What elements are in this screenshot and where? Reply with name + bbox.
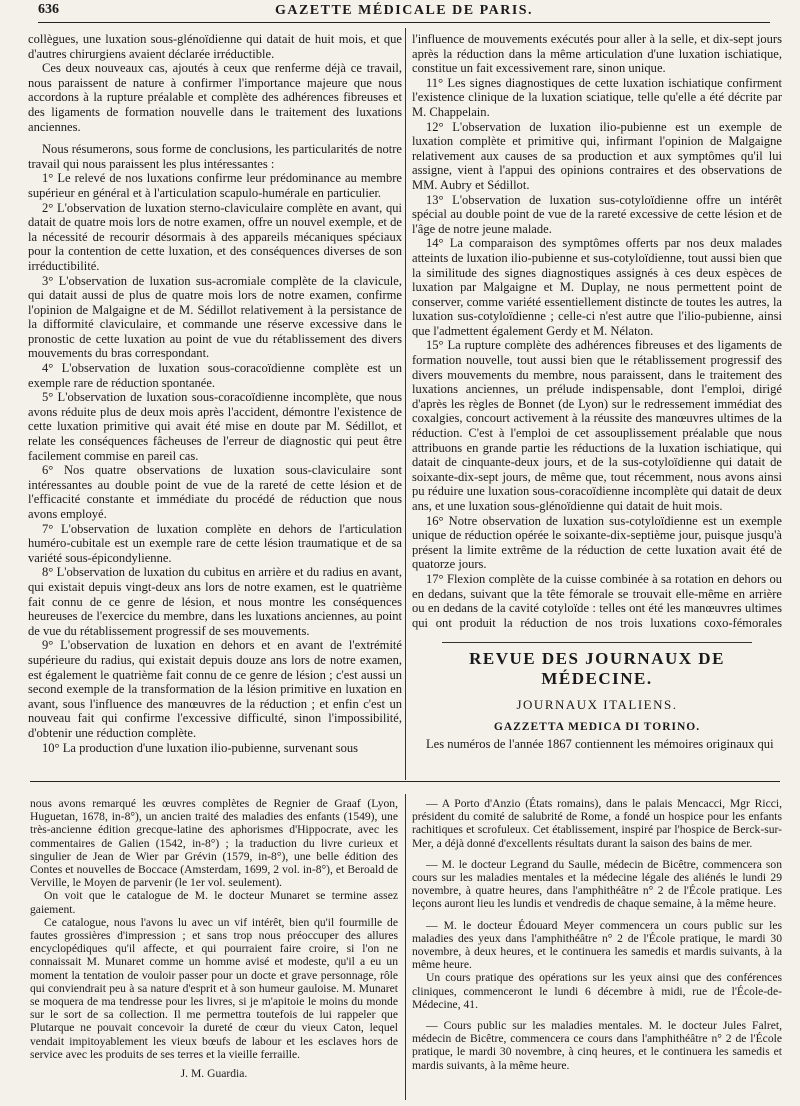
paragraph: Ces deux nouveaux cas, ajoutés à ceux que renferme déjà ce travail, nous paraissent de nature à confirmer l'importance majeure que nous accordons à la rupture préalable et complète des adhérences fibreuses et des ligaments de formation nouvelle dans le traitement des luxations anciennes. (28, 61, 402, 134)
paragraph: nous avons remarqué les œuvres complètes de Regnier de Graaf (Lyon, Huguetan, 1678, in-8°), un ancien traité des maladies des enfants (1549), une très-ancienne édition grecque-latine des aphorismes d'Hippocrate, avec les commentaires de Galien (1542, in-8°) ; la traduction du livre curieux et singulier de Jean de Wier par Grévin (1579, in-8°), une belle édition des Contes et nouvelles de Boccace (Amsterdam, 1699, 2 vol. in-8°), et Beroald de Verville, le Moyen de parvenir (le 1er vol. seulement). (30, 797, 398, 890)
news-item: — Cours public sur les maladies mentales. M. le docteur Jules Falret, médecin de Bicêtre, commencera ce cours dans l'amphithéâtre n° 2 de l'École pratique, le mardi 30 novembre, à cinq heures, et le continuera les samedis et mardis suivants, à la même heure. (412, 1019, 782, 1072)
signature: J. M. Guardia. (180, 1067, 248, 1081)
review-lead: Les numéros de l'année 1867 contiennent les mémoires originaux qui (426, 737, 774, 751)
conclusion-item: 7° L'observation de luxation complète en dehors de l'articulation huméro-cubitale est un exemple rare de cette lésion traumatique et de sa variété sous-épicondylienne. (28, 521, 402, 565)
conclusion-item: 15° La rupture complète des adhérences fibreuses et des ligaments de formation nouvelle, tout aussi bien que le rétablissement progressif des divers mouvements du membre, nous paraissent, dans le traitement des luxations anciennes, un prélude indispensable, dont l'emploi, dirigé d'après les règles de Bonnet (de Lyon) sur le redressement immédiat des coxalgies, concourt activement à la réussite des manœuvres ultimes de la réduction. C'est à l'emploi de cet assouplissement préalable que nous attribuons en grande partie les réductions de la luxation ischiatique, qui datait de cinquante-deux jours, et de la sus-cotyloïdienne qui datait de soixante-dix-sept jours, de même que, tout récemment, nous avons ainsi pu réduire une luxation sous-coracoïdienne incomplète qui datait de deux ans, et une luxation sous-glénoïdienne qui datait de huit mois. (412, 338, 782, 513)
page-number: 636 (38, 2, 59, 17)
conclusion-item: 3° L'observation de luxation sus-acromiale complète de la clavicule, qui datait aussi de plus de quatre mois lors de notre examen, confirme l'opinion de Malgaigne et de M. Sédillot relativement à la persistance de la difformité claviculaire, et commande une réserve excessive dans le pronostic de cette luxation au point de vue du rétablissement des divers mouvements du bras correspondant. (28, 273, 402, 361)
review-title: REVUE DES JOURNAUX DE MÉDECINE. (469, 649, 725, 688)
column-right-bottom (412, 797, 782, 1097)
conclusion-item: 5° L'observation de luxation sous-coracoïdienne incomplète, que nous avons réduite plus de deux mois après l'accident, démontre l'existence de cette luxation primitive qui avait été mise en doute par M. Sédillot, et relate les conséquences fâcheuses de l'erreur de diagnostic qui peut être facilement commise en pareil cas. (28, 390, 402, 463)
conclusion-item: 2° L'observation de luxation sterno-claviculaire complète en avant, qui datait de quatre mois lors de notre examen, offre un nouvel exemple, et de la nécessité de recourir désormais à des appareils mécaniques spéciaux pour la contention de cette luxation, et des conséquences diverses de son irréductibilité. (28, 200, 402, 273)
news-item: — M. le docteur Édouard Meyer commencera un cours public sur les maladies des yeux dans l'amphithéâtre n° 2 de l'École pratique, le mardi 30 novembre, à deux heures, et le continuera les samedis et mardis suivants, à la même heure. (412, 918, 782, 972)
paragraph: On voit que le catalogue de M. le docteur Munaret se termine assez gaiement. (30, 889, 398, 916)
news-item: — A Porto d'Anzio (États romains), dans le palais Mencacci, Mgr Ricci, président du comité de salubrité de Rome, a fondé un hospice pour les enfants rachitiques et scrofuleux. Cet établissement, inspiré par l'hospice de Berck-sur-Mer, a déjà donné d'excellents résultats durant la saison des bains de mer. (412, 797, 782, 850)
journal-name: GAZZETTA MEDICA DI TORINO. (493, 721, 701, 733)
column-left-bottom (30, 797, 398, 1097)
conclusion-item: 16° Notre observation de luxation sus-cotyloïdienne est un exemple unique de réduction opérée le soixante-dix-septième jour, puisque jusqu'à présent la limite extrême de la réduction de cette luxation avait été de quatorze jours. (412, 513, 782, 572)
paragraph: collègues, une luxation sous-glénoïdienne qui datait de huit mois, et que d'autres chirurgiens avaient déclarée irréductible. (28, 32, 402, 61)
review-section (412, 640, 782, 790)
conclusion-item: 13° L'observation de luxation sus-cotyloïdienne offre un intérêt spécial au double point de vue de la rareté excessive de cette lésion et de l'âge de notre jeune malade. (412, 192, 782, 236)
review-subtitle: JOURNAUX ITALIENS. (516, 697, 678, 712)
conclusion-item: 10° La production d'une luxation ilio-pubienne, survenant sous (42, 740, 359, 755)
conclusion-item: 1° Le relevé de nos luxations confirme leur prédominance au membre supérieur en général et à l'articulation scapulo-humérale en particulier. (28, 171, 402, 200)
column-divider-top (405, 28, 406, 780)
running-title: GAZETTE MÉDICALE DE PARIS. (274, 3, 534, 18)
section-divider (30, 781, 780, 782)
conclusion-item: 4° L'observation de luxation sous-coracoïdienne complète est un exemple rare de réduction spontanée. (28, 361, 402, 390)
conclusion-item: 17° Flexion complète de la cuisse combinée à sa rotation en dehors ou en dedans, suivant que la tête fémorale se trouvait elle-même en arrière ou en dedans de la cavité cotyloïde : telles ont été les manœuvres ultimes qui ont produit la réduction de nos trois luxations coxo-fémorales (412, 571, 782, 630)
conclusion-item: 9° L'observation de luxation en dehors et en avant de l'extrémité supérieure du radius, qui existait depuis douze ans lors de notre examen, est également le quatrième fait connu de ce genre de lésion ; c'est aussi un second exemple de la transformation de la lésion primitive en luxation en avant, sous l'influence des manœuvres de la réduction ; et enfin c'est un nouveau fait qui confirme l'excessive difficulté, sinon l'impossibilité, d'obtenir une réduction complète. (28, 638, 402, 740)
conclusion-item: 6° Nos quatre observations de luxation sous-claviculaire sont intéressantes au double point de vue de la rareté de cette lésion et de l'efficacité constante et immédiate du procédé de réduction que nous avons employé. (28, 463, 402, 521)
column-divider-bottom (405, 794, 406, 1100)
section-rule (442, 642, 752, 643)
conclusion-item: 11° Les signes diagnostiques de cette luxation ischiatique confirment l'existence clinique de la luxation sciatique, telle qu'elle a été décrite par M. Chappelain. (412, 75, 782, 119)
paragraph: l'influence de mouvements exécutés pour aller à la selle, et dix-sept jours après la réduction dans la même articulation d'une luxation ischiatique, constitue un fait excessivement rare, sinon unique. (412, 32, 782, 76)
conclusion-item: 12° L'observation de luxation ilio-pubienne est un exemple de luxation complète et primitive qui, infirmant l'opinion de Malgaigne relativement aux causes de sa production et aux symptômes qu'il lui assigne, vient à l'appui des opinions contraires et des observations de MM. Aubry et Sédillot. (412, 119, 782, 192)
conclusion-item: 8° L'observation de luxation du cubitus en arrière et du radius en avant, qui existait depuis vingt-deux ans lors de notre examen, est le quatrième fait connu de ce genre de lésion, et nous montre les conséquences heureuses de l'exercice du membre, dans les luxations anciennes, au point de vue du rétablissement progressif de ses mouvements. (28, 565, 402, 638)
paragraph: Ce catalogue, nous l'avons lu avec un vif intérêt, bien qu'il fourmille de fautes grossières d'impression ; et sans trop nous préoccuper des allures encyclopédiques qu'il affecte, et qui pourraient faire croire, si l'on ne connaissait M. Munaret comme un homme avisé et modeste, qu'il a eu un moment la tentation de vouloir passer pour un docte et grave personnage, rôle qui conviendrait peu à sa nature d'esprit et à son humeur gauloise. M. Munaret se moquera de ma tendresse pour les livres, si je m'apitoie le moins du monde sur le sort de sa collection. Il me permettra toutefois de lui rappeler que Plutarque ne pouvait concevoir la dureté de cœur du vieux Caton, lequel vendait impitoyablement les vieux bœufs de labour et les esclaves hors de service avec les produits de ses terres et la vieille ferraille. (30, 915, 398, 1061)
page-header (38, 2, 770, 23)
column-left-top (28, 32, 402, 778)
conclusion-item: 14° La comparaison des symptômes offerts par nos deux malades atteints de luxation ilio-pubienne et sus-cotyloïdienne, tout aussi bien que la similitude des signes diagnostiques assignés à ces deux espèces de luxation par Malgaigne et M. Duplay, ne nous permettent point de conserver, comme variété essentiellement distincte de toutes les autres, la luxation sus-cotyloïdienne ; celle-ci n'est autre que l'ilio-pubienne, ainsi que l'admettent également Gerdy et M. Nélaton. (412, 236, 782, 338)
news-item: — M. le docteur Legrand du Saulle, médecin de Bicêtre, commencera son cours sur les maladies mentales et la médecine légale des aliénés le lundi 29 novembre, à quatre heures, dans l'amphithéâtre n° 2 de l'École pratique. Les leçons auront lieu les lundis et vendredis de chaque semaine, à la même heure. (412, 857, 782, 911)
news-item: Un cours pratique des opérations sur les yeux ainsi que des conférences cliniques, commenceront le lundi 6 décembre à midi, rue de l'École-de-Médecine, 41. (412, 971, 782, 1011)
column-right-top (412, 32, 782, 632)
paragraph: Nous résumerons, sous forme de conclusions, les particularités de notre travail qui nous paraissent les plus intéressantes : (28, 142, 402, 171)
